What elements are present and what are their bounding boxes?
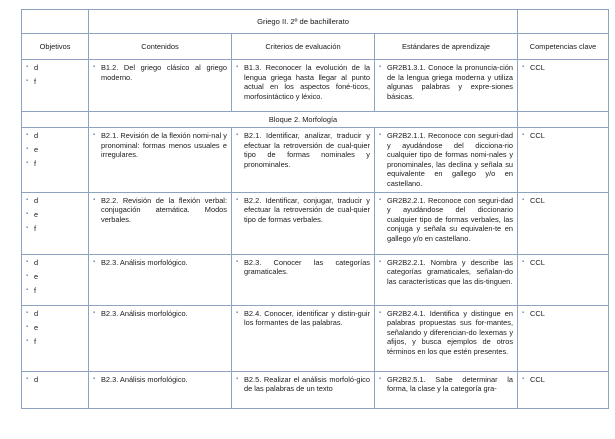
criterio-item: ▪ B2.4. Conocer, identificar y distin-guir los formantes de las palabras. — [236, 309, 370, 328]
criterios-cell — [232, 305, 375, 371]
competencia-item: ▪ CCL — [522, 63, 604, 73]
objetivo-item: ▪ d — [26, 309, 84, 319]
header-estandares: Estándares de aprendizaje — [375, 34, 518, 60]
contenidos-cell — [89, 371, 232, 408]
competencia-item: ▪ CCL — [522, 309, 604, 319]
criterios-cell — [232, 60, 375, 112]
objetivo-item: ▪ d — [26, 196, 84, 206]
estandares-cell — [375, 60, 518, 112]
objetivos-cell — [22, 305, 89, 371]
objetivos-cell — [22, 60, 89, 112]
estandar-item: ▪ GR2B2.2.1. Nombra y describe las categorías gramaticales, señalan-do las características que las dis-tinguen. — [379, 258, 513, 287]
competencia-item: ▪ CCL — [522, 131, 604, 141]
objetivo-item: ▪ e — [26, 145, 84, 155]
contenidos-cell — [89, 192, 232, 254]
objetivos-cell — [22, 254, 89, 305]
estandares-cell — [375, 192, 518, 254]
objetivo-item: ▪ d — [26, 63, 84, 73]
contenido-item: ▪ B2.3. Análisis morfológico. — [93, 375, 227, 385]
column-header-row — [22, 34, 609, 60]
header-objetivos: Objetivos — [22, 34, 89, 60]
title-spacer-cell — [518, 10, 609, 34]
objetivo-item: ▪ e — [26, 272, 84, 282]
objetivo-item: ▪ f — [26, 77, 84, 87]
objetivo-item: ▪ f — [26, 224, 84, 234]
contenido-item: ▪ B1.2. Del griego clásico al griego moderno. — [93, 63, 227, 82]
table-row — [22, 305, 609, 371]
objetivos-cell — [22, 192, 89, 254]
table-row — [22, 192, 609, 254]
table-row — [22, 128, 609, 193]
competencia-item: ▪ CCL — [522, 196, 604, 206]
contenido-item: ▪ B2.3. Análisis morfológico. — [93, 258, 227, 268]
bloque-spacer-cell — [22, 112, 89, 128]
contenidos-cell — [89, 305, 232, 371]
objetivos-cell — [22, 128, 89, 193]
table-title-row — [22, 10, 609, 34]
competencias-cell — [518, 60, 609, 112]
criterio-item: ▪ B2.1. Identificar, analizar, traducir y efectuar la retroversión de cual-quier tipo de formas nominales y pronominales. — [236, 131, 370, 169]
criterio-item: ▪ B2.5. Realizar el análisis morfoló-gico de las palabras de un texto — [236, 375, 370, 394]
table-row — [22, 60, 609, 112]
contenidos-cell — [89, 254, 232, 305]
objetivo-item: ▪ f — [26, 159, 84, 169]
estandar-item: ▪ GR2B2.1.1. Reconoce con seguri-dad y ayudándose del dicciona-rio cualquier tipo de formas nomi-nales y pronominales, las declina y señala su equivalente en gallego y/o en castellano. — [379, 131, 513, 189]
estandar-item: ▪ GR2B2.4.1. Identifica y distingue en palabras propuestas sus for-mantes, señalando y diferencian-do lexemas y afijos, y busca ejemplos de otros términos en los que estén presentes. — [379, 309, 513, 357]
estandar-item: ▪ GR2B2.2.1. Reconoce con seguri-dad y ayudándose del diccionario cualquier tipo de formas verbales, las conjuga y señala su equivalen-te en gallego y/o en castellano. — [379, 196, 513, 244]
criterio-item: ▪ B1.3. Reconocer la evolución de la lengua griega hasta llegar al punto actual en los aspectos foné-ticos, morfosintáctico y léxico. — [236, 63, 370, 101]
contenido-item: ▪ B2.1. Revisión de la flexión nomi-nal y pronominal: formas menos usuales e irregulares. — [93, 131, 227, 160]
objetivo-item: ▪ d — [26, 258, 84, 268]
table-row — [22, 254, 609, 305]
competencias-cell — [518, 254, 609, 305]
contenidos-cell — [89, 60, 232, 112]
table-row — [22, 371, 609, 408]
header-competencias: Competencias clave — [518, 34, 609, 60]
competencia-item: ▪ CCL — [522, 375, 604, 385]
curriculum-sheet — [21, 9, 609, 409]
objetivo-item: ▪ e — [26, 210, 84, 220]
competencias-cell — [518, 192, 609, 254]
estandares-cell — [375, 371, 518, 408]
contenidos-cell — [89, 128, 232, 193]
header-criterios: Criterios de evaluación — [232, 34, 375, 60]
estandar-item: ▪ GR2B2.5.1. Sabe determinar la forma, la clase y la categoría gra- — [379, 375, 513, 394]
curriculum-table — [21, 9, 609, 409]
objetivo-item: ▪ e — [26, 323, 84, 333]
bloque-spacer-cell — [518, 112, 609, 128]
title-spacer-cell — [22, 10, 89, 34]
estandares-cell — [375, 305, 518, 371]
criterios-cell — [232, 371, 375, 408]
header-contenidos: Contenidos — [89, 34, 232, 60]
competencia-item: ▪ CCL — [522, 258, 604, 268]
objetivo-item: ▪ d — [26, 131, 84, 141]
objetivo-item: ▪ f — [26, 286, 84, 296]
estandar-item: ▪ GR2B1.3.1. Conoce la pronuncia-ción de la lengua griega moderna y utiliza algunas palabras y expre-siones básicas. — [379, 63, 513, 101]
criterio-item: ▪ B2.2. Identificar, conjugar, traducir y efectuar la retroversión de cual-quier tipo de formas verbales. — [236, 196, 370, 225]
competencias-cell — [518, 305, 609, 371]
criterios-cell — [232, 128, 375, 193]
criterios-cell — [232, 254, 375, 305]
contenido-item: ▪ B2.2. Revisión de la flexión verbal: conjugación atemática. Modos verbales. — [93, 196, 227, 225]
objetivo-item: ▪ d — [26, 375, 84, 385]
estandares-cell — [375, 254, 518, 305]
bloque-row — [22, 112, 609, 128]
criterios-cell — [232, 192, 375, 254]
competencias-cell — [518, 128, 609, 193]
criterio-item: ▪ B2.3. Conocer las categorías gramaticales. — [236, 258, 370, 277]
objetivo-item: ▪ f — [26, 337, 84, 347]
bloque-title: Bloque 2. Morfología — [89, 112, 518, 128]
contenido-item: ▪ B2.3. Análisis morfológico. — [93, 309, 227, 319]
objetivos-cell — [22, 371, 89, 408]
competencias-cell — [518, 371, 609, 408]
estandares-cell — [375, 128, 518, 193]
table-title: Griego II. 2º de bachillerato — [89, 10, 518, 34]
